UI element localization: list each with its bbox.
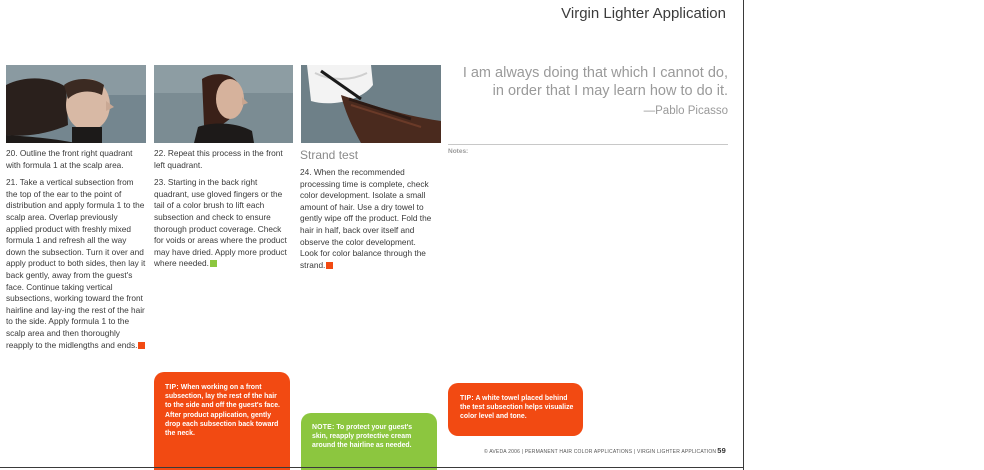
photo-left-quadrant xyxy=(154,65,293,143)
notes-label: Notes: xyxy=(448,148,469,155)
page-title: Virgin Lighter Application xyxy=(561,5,726,22)
quote-attribution: —Pablo Picasso xyxy=(643,105,728,117)
end-marker-icon xyxy=(210,260,217,267)
strand-test-heading: Strand test xyxy=(300,148,359,162)
end-marker-icon xyxy=(326,262,333,269)
page-number: 59 xyxy=(717,446,726,455)
step-24: 24. When the recommended processing time is complete, check color development. Isolate a small amount of hair. Use a dry towel to gently wipe off the product. Fold the hair in half, back over itself and observe the color development. Look for color balance through the strand. xyxy=(300,167,432,270)
note-label: NOTE: xyxy=(312,424,335,431)
note-box-protective-cream xyxy=(301,413,437,470)
step-22: 22. Repeat this process in the front left quadrant. xyxy=(154,148,283,170)
note-text: To protect your guest's skin, reapply protective cream around the hairline as needed. xyxy=(312,424,413,450)
tip-box-front-subsection xyxy=(154,372,290,470)
photo-strand-test xyxy=(301,65,441,143)
tip-text: A white towel placed behind the test subsection helps visualize color level and tone. xyxy=(460,395,574,421)
tip-label: TIP: xyxy=(460,395,474,402)
end-marker-icon xyxy=(138,342,145,349)
step-21: 21. Take a vertical subsection from the top of the ear to the point of distribution and apply formula 1 to the scalp area. Overlap previously applied product with freshly mixed formula 1 and refresh all the way down the subsection. Turn it over and apply product to both sides, then lay it back gently, away from the guest's face. Continue taking vertical subsections, working toward the front hairline and lay-ing the rest of the hair to the side. Apply formula 1 to the scalp area and then thoroughly reapply to the midlengths and ends. xyxy=(6,177,146,350)
page-bottom-rule xyxy=(0,467,744,468)
footer-text: © AVEDA 2006 | PERMANENT HAIR COLOR APPLICATIONS | VIRGIN LIGHTER APPLICATION xyxy=(484,449,717,455)
notes-divider xyxy=(448,144,728,145)
photo-front-quadrant xyxy=(6,65,146,143)
picasso-quote xyxy=(463,64,728,120)
tip-label: TIP: xyxy=(165,384,179,391)
step-23: 23. Starting in the back right quadrant, use gloved fingers or the tail of a color brush to lift each subsection and check to ensure thorough product coverage. Check for voids or areas where the product may have dried. Apply more product where needed. xyxy=(154,177,287,269)
tip-text: When working on a front subsection, lay the rest of the hair to the side and off the guest's face. After product application, gently drop each subsection back toward the neck. xyxy=(165,384,280,438)
page-footer xyxy=(484,446,726,455)
instructions-column-1 xyxy=(6,148,146,357)
tip-box-white-towel xyxy=(448,383,583,436)
page-edge xyxy=(743,0,744,470)
instructions-column-2 xyxy=(154,148,293,276)
step-20: 20. Outline the front right quadrant with formula 1 at the scalp area. xyxy=(6,148,133,170)
instructions-column-3 xyxy=(300,167,432,277)
quote-line-2: in order that I may learn how to do it. xyxy=(492,83,728,99)
quote-line-1: I am always doing that which I cannot do, xyxy=(462,65,728,81)
